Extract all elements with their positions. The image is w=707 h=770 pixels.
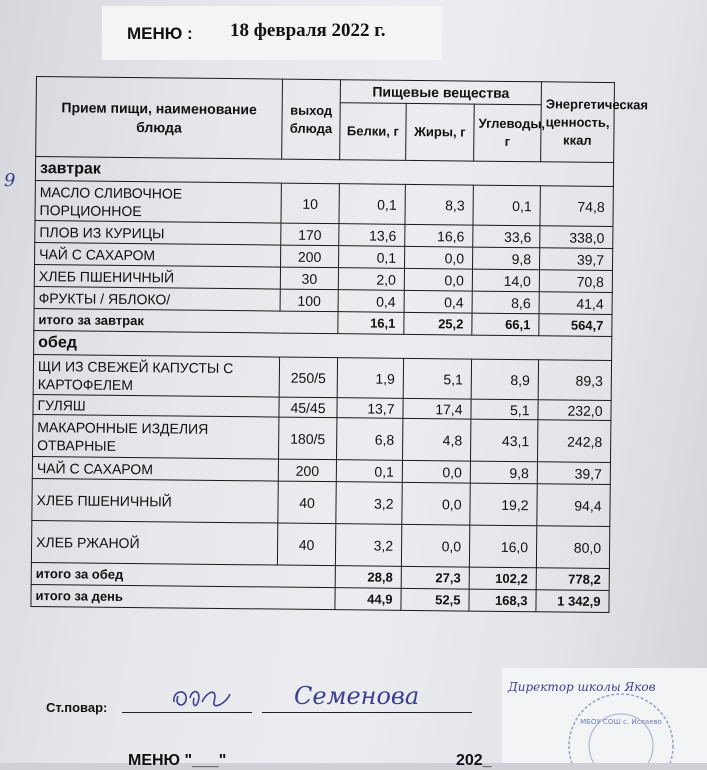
total-label: итого за день (31, 584, 335, 609)
table-row (32, 478, 610, 526)
dish-carbs: 14,0 (472, 269, 539, 292)
dish-name: ЩИ ИЗ СВЕЖЕЙ КАПУСТЫ С КАРТОФЕЛЕМ (33, 354, 279, 397)
dish-carbs: 43,1 (470, 419, 537, 462)
dish-name: ГУЛЯШ (33, 394, 279, 417)
dish-fat: 0,4 (404, 290, 472, 313)
dish-protein: 3,2 (335, 524, 401, 567)
dish-yield: 180/5 (279, 417, 337, 460)
dish-fat: 8,3 (405, 184, 473, 225)
dish-energy: 242,8 (538, 420, 611, 463)
school-stamp (566, 686, 676, 763)
header-nutrients: Пищевые вещества (340, 80, 541, 105)
dish-name: МАСЛО СЛИВОЧНОЕ ПОРЦИОННОЕ (35, 180, 281, 223)
total-fat: 52,5 (401, 588, 469, 611)
svg-text:МБОУ СОШ с. Ислаево: МБОУ СОШ с. Ислаево (580, 718, 662, 726)
menu-date: 18 февраля 2022 г. (230, 20, 386, 41)
dish-energy: 41,4 (539, 292, 612, 315)
table-row (31, 520, 609, 568)
chef-signature (168, 684, 238, 714)
header-protein: Белки, г (340, 103, 407, 161)
table-row (35, 180, 613, 226)
dish-energy: 70,8 (539, 270, 612, 293)
total-energy: 564,7 (539, 314, 612, 337)
total-fat: 27,3 (401, 566, 469, 589)
section-title-breakfast: завтрак (35, 157, 613, 187)
table-row (33, 414, 611, 462)
dish-carbs: 8,9 (471, 359, 538, 400)
total-carbs: 168,3 (469, 589, 536, 612)
dish-energy: 80,0 (536, 526, 609, 569)
chef-label: Ст.повар: (46, 700, 108, 715)
dish-yield: 45/45 (279, 397, 337, 418)
dish-carbs: 0,1 (473, 185, 540, 226)
dish-protein: 13,7 (337, 398, 403, 419)
dish-name: ХЛЕБ РЖАНОЙ (31, 520, 277, 565)
dish-name: ПЛОВ ИЗ КУРИЦЫ (35, 220, 281, 245)
section-title-lunch: обед (34, 330, 612, 360)
total-protein: 28,8 (335, 566, 401, 589)
dish-fat: 0,0 (404, 268, 472, 291)
dish-fat: 17,4 (403, 398, 471, 419)
total-carbs: 66,1 (472, 313, 539, 336)
director-name: Яков (624, 680, 656, 694)
dish-protein: 6,8 (336, 418, 402, 461)
total-protein: 44,9 (335, 588, 401, 611)
dish-fat: 4,8 (402, 418, 470, 461)
dish-name: ХЛЕБ ПШЕНИЧНЫЙ (34, 264, 280, 289)
dish-name: МАКАРОННЫЕ ИЗДЕЛИЯ ОТВАРНЫЕ (33, 414, 279, 459)
dish-protein: 2,0 (338, 268, 404, 291)
dish-carbs: 33,6 (473, 225, 540, 248)
dish-fat: 0,0 (402, 460, 470, 483)
margin-handwritten-mark: 9 (4, 170, 16, 191)
dish-name: ФРУКТЫ / ЯБЛОКО/ (34, 286, 280, 311)
next-page-year: 202_ (456, 752, 492, 769)
dish-fat: 5,1 (403, 358, 471, 399)
dish-energy: 94,4 (537, 484, 610, 527)
director-signature-text (508, 680, 656, 694)
dish-fat: 0,0 (401, 524, 469, 567)
dish-carbs: 8,6 (472, 291, 539, 314)
dish-yield: 200 (278, 459, 336, 482)
header-carbs: Углеводы, г (474, 104, 542, 162)
header-row (36, 77, 614, 106)
director-title: Директор школы (508, 680, 621, 694)
dish-carbs: 9,8 (473, 247, 540, 270)
table-row (33, 354, 611, 400)
dish-energy: 338,0 (540, 226, 613, 249)
header-yield: выход блюда (282, 79, 341, 160)
next-page-menu-label: МЕНЮ "___" (128, 752, 227, 769)
dish-energy: 74,8 (540, 186, 613, 227)
dish-yield: 40 (278, 481, 336, 524)
dish-name: ЧАЙ С САХАРОМ (35, 242, 281, 267)
svg-text:Семенова: Семенова (294, 682, 420, 710)
dish-protein: 0,1 (339, 184, 405, 225)
dish-fat: 0,0 (402, 482, 470, 525)
dish-protein: 0,1 (339, 246, 405, 269)
header-meal: Прием пищи, наименование блюда (36, 77, 283, 160)
header-energy: Энергетическая ценность, ккал (541, 82, 615, 163)
dish-yield: 100 (280, 289, 338, 312)
dish-carbs: 19,2 (470, 483, 537, 526)
dish-yield: 40 (277, 523, 335, 566)
dish-energy: 39,7 (537, 462, 610, 485)
dish-protein: 3,2 (336, 482, 402, 525)
dish-yield: 30 (280, 267, 338, 290)
dish-carbs: 16,0 (469, 525, 536, 568)
total-energy: 1 342,9 (536, 590, 609, 613)
total-label: итого за завтрак (34, 308, 338, 333)
dish-carbs: 9,8 (470, 461, 537, 484)
chef-name-handwriting (290, 682, 470, 714)
dish-name: ЧАЙ С САХАРОМ (32, 456, 278, 481)
dish-energy: 89,3 (538, 360, 611, 401)
menu-title-label: МЕНЮ : (127, 24, 193, 43)
dish-yield: 250/5 (279, 357, 337, 398)
dish-protein: 0,1 (336, 460, 402, 483)
total-fat: 25,2 (404, 312, 472, 335)
dish-yield: 200 (281, 245, 339, 268)
header-fat: Жиры, г (406, 103, 475, 161)
total-carbs: 102,2 (469, 567, 536, 590)
total-label: итого за обед (31, 562, 335, 587)
menu-table (30, 76, 649, 613)
dish-energy: 39,7 (540, 248, 613, 271)
dish-yield: 170 (281, 223, 339, 246)
dish-yield: 10 (281, 183, 339, 224)
dish-protein: 0,4 (338, 290, 404, 313)
dish-protein: 1,9 (337, 358, 403, 399)
dish-energy: 232,0 (538, 400, 611, 421)
dish-protein: 13,6 (339, 224, 405, 247)
dish-carbs: 5,1 (471, 399, 538, 420)
dish-fat: 0,0 (405, 246, 473, 269)
total-energy: 778,2 (536, 568, 609, 591)
dish-name: ХЛЕБ ПШЕНИЧНЫЙ (32, 478, 278, 523)
total-protein: 16,1 (338, 312, 404, 335)
dish-fat: 16,6 (405, 224, 473, 247)
